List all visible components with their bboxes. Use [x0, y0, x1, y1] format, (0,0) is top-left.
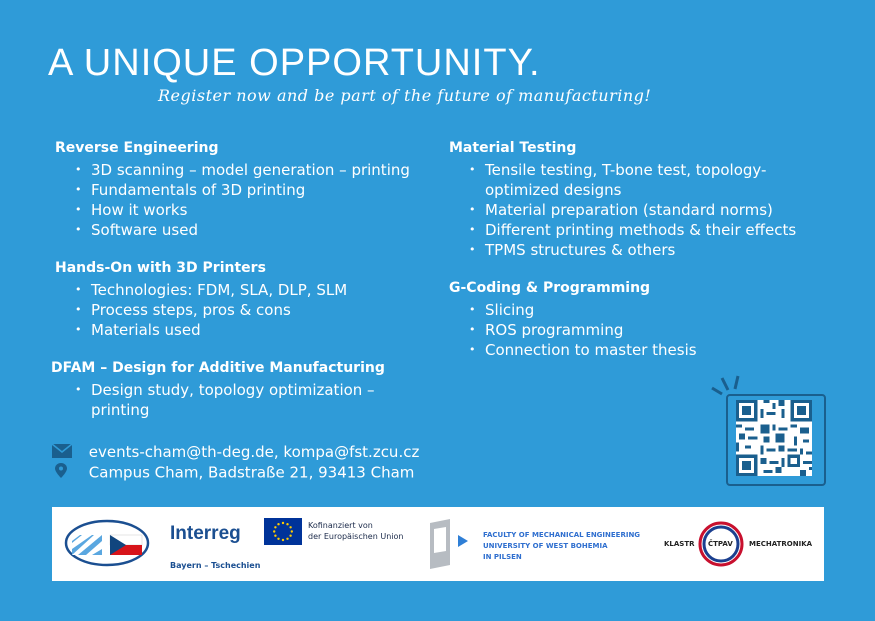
list-item: • Material preparation (standard norms) — [449, 200, 819, 220]
email-link[interactable]: events-cham@th-deg.de, kompa@fst.zcu.cz — [88, 443, 420, 461]
interreg-logo: Interreg — [170, 523, 241, 544]
list-item: • Tensile testing, T-bone test, topology-optimized designs — [449, 160, 775, 200]
list-item: • Design study, topology optimization – printing — [55, 380, 381, 420]
klastr-left-text: KLASTR — [664, 540, 695, 548]
bullet-list — [55, 160, 435, 240]
tagline: Register now and be part of the future of manufacturing! — [158, 86, 652, 105]
eu-text-line2: der Europäischen Union — [308, 532, 404, 541]
bavaria-czech-logo — [64, 519, 150, 571]
list-item: • 3D scanning – model generation – printing — [55, 160, 435, 180]
page-title: A UNIQUE OPPORTUNITY. — [48, 42, 541, 84]
list-item: • Technologies: FDM, SLA, DLP, SLM — [55, 280, 435, 300]
faculty-text-line1: FACULTY OF MECHANICAL ENGINEERING — [483, 531, 641, 539]
section-title: G-Coding & Programming — [449, 280, 651, 296]
list-item: • Software used — [55, 220, 435, 240]
eu-text-line1: Kofinanziert von — [308, 521, 373, 530]
section-reverse-engineering — [55, 140, 435, 240]
section-title: DFAM – Design for Additive Manufacturing — [51, 360, 385, 376]
location-pin-icon — [52, 463, 72, 483]
section-hands-on — [55, 260, 435, 340]
bullet-list — [51, 380, 391, 420]
qr-code-area — [708, 374, 826, 486]
contact-email — [52, 443, 419, 462]
list-item: • Different printing methods & their effects — [449, 220, 819, 240]
list-item: • How it works — [55, 200, 435, 220]
interreg-subtitle: Bayern – Tschechien — [170, 561, 261, 570]
address-text: Campus Cham, Badstraße 21, 93413 Cham — [88, 463, 415, 482]
mail-icon — [52, 444, 72, 462]
list-item: • ROS programming — [449, 320, 819, 340]
list-item: • Fundamentals of 3D printing — [55, 180, 435, 200]
contact-address — [52, 463, 414, 483]
list-item: • TPMS structures & others — [449, 240, 819, 260]
section-title: Material Testing — [449, 140, 577, 156]
logo-bar — [52, 507, 824, 581]
list-item: • Process steps, pros & cons — [55, 300, 435, 320]
list-item: • Connection to master thesis — [449, 340, 819, 360]
section-dfam — [51, 360, 391, 420]
list-item: • Materials used — [55, 320, 435, 340]
faculty-logo-icon — [428, 517, 472, 573]
klastr-right-text: MECHATRONIKA — [749, 540, 813, 548]
section-gcoding — [449, 280, 819, 360]
faculty-text-line2: UNIVERSITY OF WEST BOHEMIA — [483, 542, 608, 550]
eu-flag-icon — [264, 518, 302, 549]
list-item: • Slicing — [449, 300, 819, 320]
bullet-list — [55, 280, 435, 340]
faculty-text-line3: IN PILSEN — [483, 553, 522, 561]
klastr-center-text: ČTPAV — [708, 540, 733, 548]
bullet-list — [449, 160, 819, 260]
section-material-testing — [449, 140, 819, 260]
qr-code[interactable] — [736, 400, 812, 476]
section-title: Hands-On with 3D Printers — [55, 260, 266, 276]
section-title: Reverse Engineering — [55, 140, 219, 156]
bullet-list — [449, 300, 819, 360]
